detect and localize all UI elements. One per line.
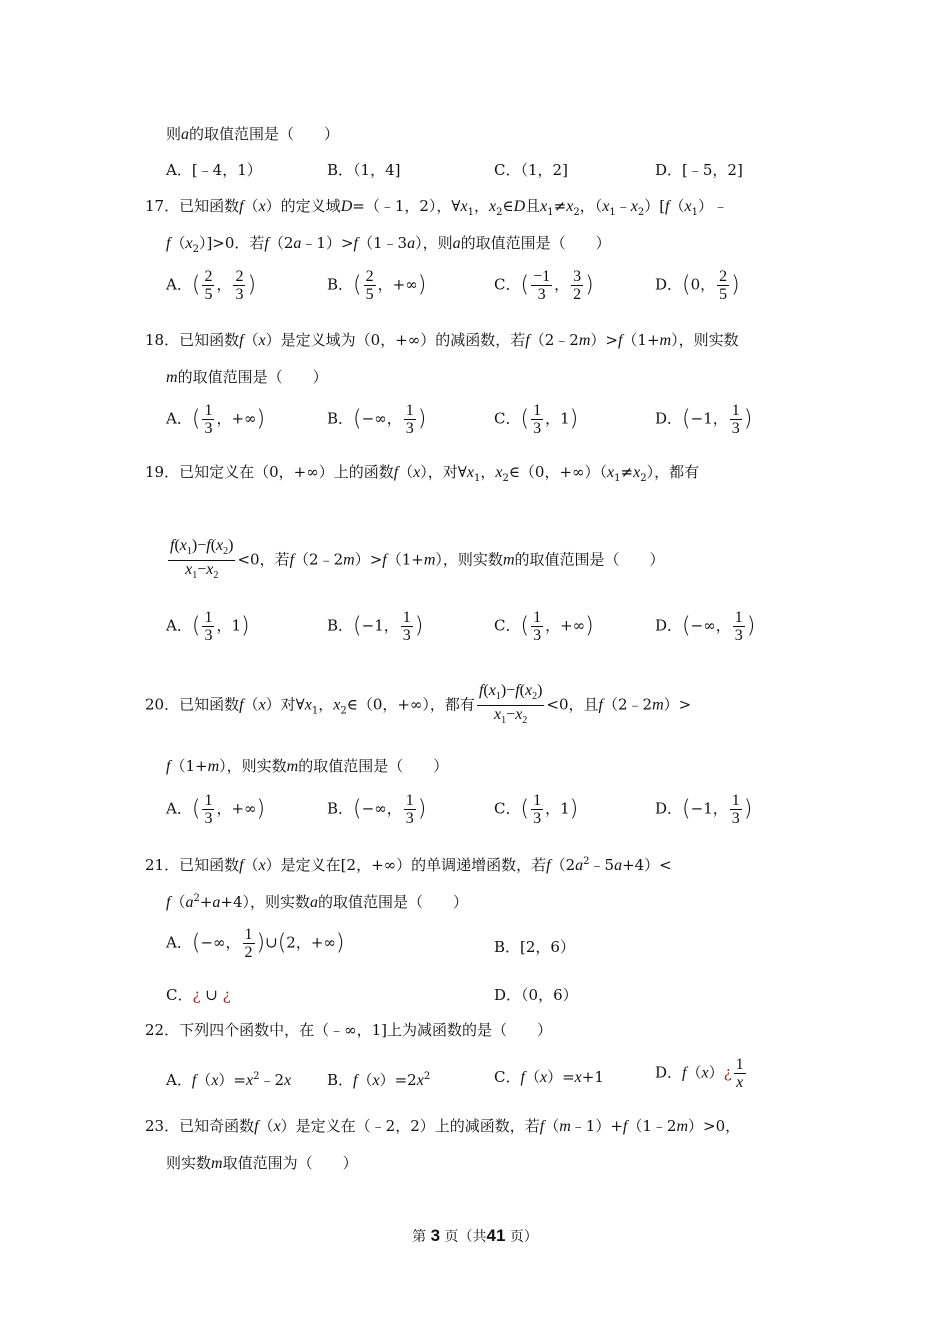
- q18-option-a: A．( $\frac{1}{3}$ ，+∞): [166, 402, 266, 437]
- q17-option-c: C．( $\frac{-1}{3}$ ， $\frac{3}{2}$ ): [494, 268, 594, 303]
- q23-line1: 23．已知奇函数f（x）是定义在（﹣2，2）上的减函数，若f（m﹣1）+f（1﹣2m）>0，: [145, 1117, 741, 1135]
- q19-option-a: A．( $\frac{1}{3}$ ，1): [166, 609, 250, 644]
- q22-option-b: B．$f(x)=2x^2$: [327, 1071, 431, 1089]
- q20-option-c: C．( $\frac{1}{3}$ ，1): [494, 792, 579, 827]
- q18-line1: 18．已知函数f（x）是定义域为（0，+∞）的减函数，若f（2﹣2m）>f（1+m），则实数: [145, 331, 739, 349]
- footer-post: 页）: [509, 1229, 538, 1245]
- q21-option-d: D．（0，6）: [494, 986, 578, 1004]
- footer-pre: 第: [412, 1229, 427, 1245]
- q18-option-c: C．( $\frac{1}{3}$ ，1): [494, 402, 579, 437]
- q19-line2: $\frac{f(x_1)-f(x_2)}{x_1-x_2}$ <0，若f（2﹣2m）>f（1+m），则实数m的取值范围是（ ）: [170, 537, 665, 582]
- q19-line1: 19．已知定义在（0，+∞）上的函数f（x），对$\forall x_1$，$x_2\in(0$，$+\infty)(x_1\ne x_2)$，都有: [145, 463, 700, 484]
- q16-tail: 则a的取值范围是（ ）: [166, 125, 340, 143]
- footer-mid: 页（共: [444, 1229, 487, 1245]
- q17-line1: 17．已知函数f（x）的定义域D=（﹣1，2），$\forall x_1$，$x_2\in D$且$x_1\ne x_2$，$(x_1﹣x_2)[f(x_1)﹣$: [145, 197, 729, 218]
- q17-option-b: B．( $\frac{2}{5}$ ，+∞): [327, 268, 427, 303]
- q21-line1: 21．已知函数f（x）是定义在[2，+∞）的单调递增函数，若$f(2a^2﹣5a+4)<$: [145, 856, 672, 874]
- q22-option-c: C．f（x）=x+1: [494, 1068, 604, 1086]
- q18-option-d: D．(−1， $\frac{1}{3}$ ): [655, 402, 753, 437]
- q21-option-a: A．(−∞， $\frac{1}{2}$ )∪(2，+∞): [166, 926, 345, 961]
- q17-line2: $f(x_2)]>0$．若f（2a﹣1）>f（1﹣3a），则a的取值范围是（ ）: [166, 234, 611, 255]
- page-footer: [0, 1226, 950, 1246]
- footer-total-pages: 41: [486, 1226, 506, 1245]
- q18-option-b: B．(−∞， $\frac{1}{3}$ ): [327, 402, 427, 437]
- q23-line2: 则实数m取值范围为（ ）: [166, 1154, 358, 1172]
- q20-option-d: D．(−1， $\frac{1}{3}$ ): [655, 792, 753, 827]
- q21-option-b: B．[2，6）: [494, 938, 575, 956]
- q19-option-c: C．( $\frac{1}{3}$ ，+∞): [494, 609, 594, 644]
- q20-option-a: A．( $\frac{1}{3}$ ，+∞): [166, 792, 266, 827]
- q21-option-c: C．¿ ∪ ¿: [166, 986, 231, 1004]
- q16-option-b: B．（1，4]: [327, 161, 401, 179]
- q22-option-a: A．$f(x)=x^2﹣2x$: [166, 1071, 292, 1089]
- q22-line1: 22．下列四个函数中，在（﹣∞，1]上为减函数的是（ ）: [145, 1021, 552, 1039]
- q22-option-d: D．f（x）¿ $\frac{1}{x}$: [655, 1056, 744, 1091]
- q16-option-a: A．[﹣4，1）: [166, 161, 262, 179]
- q20-option-b: B．(−∞， $\frac{1}{3}$ ): [327, 792, 427, 827]
- q16-option-d: D．[﹣5，2]: [655, 161, 743, 179]
- q19-option-b: B．(−1， $\frac{1}{3}$ ): [327, 609, 424, 644]
- q20-line2: f（1+m），则实数m的取值范围是（ ）: [166, 757, 449, 775]
- q21-line2: $f(a^2+a+4)$，则实数a的取值范围是（ ）: [166, 893, 469, 911]
- q16-option-c: C．（1，2]: [494, 161, 568, 179]
- q17-option-a: A．( $\frac{2}{5}$ ， $\frac{2}{3}$ ): [166, 268, 257, 303]
- q19-option-d: D．(−∞， $\frac{1}{3}$ ): [655, 609, 756, 644]
- footer-page-number: 3: [430, 1226, 441, 1245]
- q20-line1: 20．已知函数f（x）对$\forall x_1$，$x_2\in(0$，+∞），都有 $\frac{f(x_1)-f(x_2)}{x_1-x_2}$ <0，且f（2﹣2m）>: [145, 682, 692, 727]
- q18-line2: m的取值范围是（ ）: [166, 368, 328, 386]
- q17-option-d: D．(0， $\frac{2}{5}$ ): [655, 268, 740, 303]
